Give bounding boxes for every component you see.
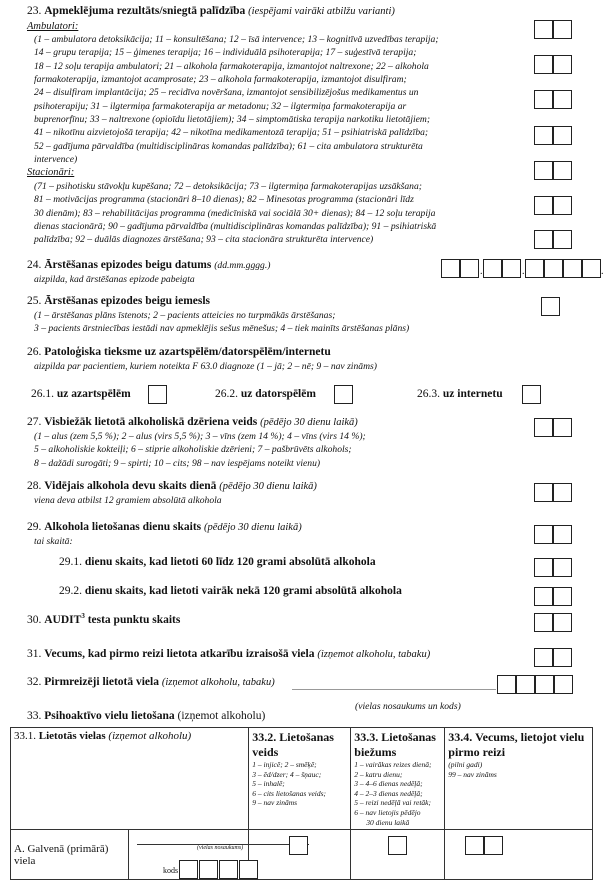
col4-legend-line: 99 – nav zināms (448, 769, 497, 779)
stacionari-label: Stacionāri: (27, 167, 75, 178)
substance-table (10, 727, 593, 880)
s26-1-label: 26.1. uz azartspēlēm (31, 388, 131, 400)
s24-date-box[interactable] (502, 259, 521, 278)
col2-legend-line: 9 – nav zināms (252, 798, 298, 808)
s26-2-box[interactable] (334, 385, 353, 404)
s23-code-box[interactable] (534, 20, 553, 39)
ambulatori-option-line: buprenorfīnu; 33 – naltrexone (opioīdu lietotājiem); 34 – simptomātiska terapija narkotiku lietotājiem; (34, 114, 431, 126)
s23-code-box[interactable] (553, 161, 572, 180)
stacionari-option-line: palīdzība; 92 – duālās diagnozes ārstēšana; 93 – cita stacionāra strukturēta intervence) (34, 234, 374, 246)
stacionari-option-line: 30 dienām); 83 – rehabilitācijas programma (medicīniskā vai sociālā 30+ dienas); 84 – 12 soļu terapija (34, 207, 436, 219)
s32-heading: 32. Pirmreizēji lietotā viela (izņemot alkoholu, tabaku) (27, 676, 275, 688)
stacionari-option-line: 81 – motivācijas programma (stacionāri 8–10 dienas); 82 – Minesotas programma (stacionāri līdz (34, 194, 414, 206)
s23-code-box[interactable] (534, 90, 553, 109)
s32-code-box[interactable] (497, 675, 516, 694)
ambulatori-label: Ambulatori: (27, 21, 79, 32)
s25-options: (1 – ārstēšanas plāns īstenots; 2 – pacients atteicies no turpmākās ārstēšanas; (34, 310, 336, 321)
s29-box[interactable] (534, 525, 553, 544)
s23-code-box[interactable] (553, 90, 572, 109)
row-a-age-box[interactable] (465, 836, 484, 855)
s29-1-label: 29.1. dienu skaits, kad lietoti 60 līdz 120 grami absolūtā alkohola (59, 556, 376, 568)
kods-box[interactable] (179, 860, 198, 879)
s26-2-label: 26.2. uz datorspēlēm (215, 388, 316, 400)
col-33-3-header: 33.3. Lietošanas biežums 1 – vairākas reizes dienā; 2 – katru dienu; 3 – 4–6 dienas nedēļā; 4 – 2–3 dienas nedēļā; 5 – reizi nedēļā vai retāk; 6 – nav lietojis pēdējo 30 dienu laikā (351, 728, 445, 830)
row-a-frequency-box[interactable] (388, 836, 407, 855)
s23-code-box[interactable] (534, 55, 553, 74)
col3-legend-line: 2 – katru dienu; (354, 769, 403, 779)
col2-legend-line: 5 – inhalē; (252, 779, 285, 789)
s29-2-box[interactable] (553, 587, 572, 606)
s32-code-box[interactable] (554, 675, 573, 694)
col3-legend-line: 1 – vairākas reizes dienā; (354, 760, 432, 769)
s27-options: 8 – dažādi surogāti; 9 – spirti; 10 – cits; 98 – nav iespējams noteikt vienu) (34, 458, 321, 469)
kods-label: kods (163, 866, 179, 876)
s23-code-box[interactable] (534, 196, 553, 215)
s32-name-line[interactable] (292, 689, 496, 690)
col-33-2-header: 33.2. Lietošanas veids 1 – injicē; 2 – smēķē; 3 – ēd/dzer; 4 – šņauc; 5 – inhalē; 6 – cits lietošanas veids; 9 – nav zināms (249, 728, 351, 830)
s31-box[interactable] (553, 648, 572, 667)
substance-name-caption: (vielas nosaukums) (197, 845, 244, 852)
s23-code-box[interactable] (553, 20, 572, 39)
s27-heading: 27. Visbiežāk lietotā alkoholiskā dzēriena veids (pēdējo 30 dienu laikā) (27, 416, 358, 428)
s26-3-box[interactable] (522, 385, 541, 404)
row-a-label: A. Galvenā (primārā) viela (11, 830, 129, 880)
col2-legend-line: 3 – ēd/dzer; 4 – šņauc; (252, 769, 322, 779)
s23-code-box[interactable] (534, 126, 553, 145)
s23-code-box[interactable] (553, 230, 572, 249)
s25-box[interactable] (541, 297, 560, 316)
s28-sub: viena deva atbilst 12 gramiem absolūtā alkohola (34, 495, 222, 506)
s27-options: (1 – alus (zem 5,5 %); 2 – alus (virs 5,5 %); 3 – vīns (zem 14 %); 4 – vīns (virs 14 %); (34, 431, 366, 442)
row-a-method (249, 830, 351, 880)
col-33-4-header: 33.4. Vecums, lietojot vielu pirmo reizi (pilni gadi) 99 – nav zināms (445, 728, 593, 830)
ambulatori-option-line: 14 – grupu terapija; 15 – ģimenes terapija; 16 – individuālā psihoterapija; 17 – suģestīvā terapija; (34, 47, 417, 59)
s24-date-box[interactable] (544, 259, 563, 278)
s26-1-box[interactable] (148, 385, 167, 404)
s32-code-box[interactable] (535, 675, 554, 694)
date-separator: . (601, 266, 604, 277)
s29-2-label: 29.2. dienu skaits, kad lietoti vairāk nekā 120 grami absolūtā alkohola (59, 585, 402, 597)
s29-1-box[interactable] (534, 558, 553, 577)
kods-box[interactable] (219, 860, 238, 879)
s31-box[interactable] (534, 648, 553, 667)
s26-sub: aizpilda par pacientiem, kuriem noteikta F 63.0 diagnoze (1 – jā; 2 – nē; 9 – nav zināms) (34, 361, 377, 372)
date-separator: . (480, 266, 483, 277)
s26-heading: 26. Patoloģiska tieksme uz azartspēlēm/datorspēlēm/internetu (27, 346, 331, 358)
s32-code-box[interactable] (516, 675, 535, 694)
s24-date-box[interactable] (483, 259, 502, 278)
s29-1-box[interactable] (553, 558, 572, 577)
s30-box[interactable] (553, 613, 572, 632)
ambulatori-option-line: 18 – 12 soļu terapija ambulatori; 21 – alkohola farmakoterapija, izmantojot naltrexone; 22 – alkohola (34, 60, 429, 72)
s24-date-box[interactable] (460, 259, 479, 278)
col2-legend-line: 6 – cits lietošanas veids; (252, 788, 327, 798)
date-separator: . (522, 266, 525, 277)
row-a-age (445, 830, 593, 880)
s23-code-box[interactable] (534, 161, 553, 180)
col3-legend-line: 5 – reizi nedēļā vai retāk; (354, 798, 432, 808)
s25-heading: 25. Ārstēšanas epizodes beigu iemesls (27, 295, 211, 307)
kods-box[interactable] (199, 860, 218, 879)
s23-heading: 23. Apmeklējuma rezultāts/sniegtā palīdzība (iespējami vairāki atbilžu varianti) (27, 5, 395, 17)
s25-options: 3 – pacients ārstniecības iestādi nav apmeklējis sešus mēnešus; 4 – tiek mainīts ārstēšanas plāns) (34, 323, 410, 334)
s24-date-box[interactable] (525, 259, 544, 278)
s23-code-box[interactable] (553, 126, 572, 145)
s31-heading: 31. Vecums, kad pirmo reizi lietota atkarību izraisošā viela (izņemot alkoholu, tabaku) (27, 648, 431, 660)
s24-sub: aizpilda, kad ārstēšanas epizode pabeigta (34, 274, 195, 285)
col3-legend-line: 6 – nav lietojis pēdējo (354, 807, 421, 817)
col4-legend-line: (pilni gadi) (448, 760, 483, 769)
s29-2-box[interactable] (534, 587, 553, 606)
stacionari-option-line: dienas stacionārā; 90 – gadījuma pārvaldība (multidisciplināras komandas palīdzība); 91 – psihiatriskā (34, 220, 437, 232)
s27-box[interactable] (534, 418, 553, 437)
s30-box[interactable] (534, 613, 553, 632)
s28-box[interactable] (534, 483, 553, 502)
ambulatori-option-line: 41 – nikotīnu aizvietojošā terapija; 42 – nikotīna medikamentozā terapija; 51 – psihiatriskā palīdzība; (34, 127, 429, 139)
stacionari-option-line: (71 – psihotisku stāvokļu kupēšana; 72 – detoksikācija; 73 – ilgtermiņa farmakoterapijas uzsākšana; (34, 181, 422, 192)
s26-3-label: 26.3. uz internetu (417, 388, 503, 400)
ambulatori-option-line: (1 – ambulatora detoksikācija; 11 – konsultēšana; 12 – īsā intervence; 13 – kognitīvā uzvedības terapija; (34, 34, 439, 45)
s32-caption: (vielas nosaukums un kods) (355, 701, 461, 712)
s27-box[interactable] (553, 418, 572, 437)
ambulatori-option-line: farmakoterapija, izmantojot acamprosate; 23 – alkohola farmakoterapija, izmantojot disulfiram; (34, 74, 407, 86)
row-a-frequency (351, 830, 445, 880)
col3-legend-line: 4 – 2–3 dienas nedēļā; (354, 788, 423, 798)
s30-heading: 30. AUDIT$^3$ testa punktu skaits (27, 612, 181, 626)
col3-legend-line: 30 dienu laikā (366, 817, 410, 827)
col-33-1-header: 33.1. Lietotās vielas (izņemot alkoholu) (11, 728, 249, 830)
ambulatori-option-line: psihoterapiju; 31 – ilgtermiņa farmakoterapija ar metadonu; 32 – ilgtermiņa farmakoterapija ar (34, 100, 407, 112)
s24-date-box[interactable] (563, 259, 582, 278)
s29-sub: tai skaitā: (34, 536, 73, 547)
s24-date-box[interactable] (582, 259, 601, 278)
s24-heading: 24. Ārstēšanas epizodes beigu datums (dd.mm.gggg.) (27, 259, 271, 271)
s27-options: 5 – alkoholiskie kokteiļi; 6 – stiprie alkoholiskie dzērieni; 7 – pašbrūvēts alkohols; (34, 444, 352, 455)
s29-heading: 29. Alkohola lietošanas dienu skaits (pēdējo 30 dienu laikā) (27, 521, 302, 533)
s28-box[interactable] (553, 483, 572, 502)
s29-box[interactable] (553, 525, 572, 544)
s23-code-box[interactable] (534, 230, 553, 249)
row-a-substance (129, 830, 249, 880)
s24-date-box[interactable] (441, 259, 460, 278)
ambulatori-option-line: 24 – disulfiram implantācija; 25 – recidīva novēršana, izmantojot sensibilizējošus medikamentus un (34, 87, 419, 99)
ambulatori-option-line: 52 – gadījuma pārvaldība (multidisciplināras komandas palīdzība); 61 – cita ambulatora strukturēta (34, 140, 423, 152)
row-a-method-box[interactable] (289, 836, 308, 855)
s33-heading: 33. Psihoaktīvo vielu lietošana (izņemot alkoholu) (27, 710, 266, 722)
s28-heading: 28. Vidējais alkohola devu skaits dienā (pēdējo 30 dienu laikā) (27, 480, 317, 492)
s23-code-box[interactable] (553, 196, 572, 215)
col2-legend-line: 1 – injicē; 2 – smēķē; (252, 760, 317, 769)
col3-legend-line: 3 – 4–6 dienas nedēļā; (354, 779, 423, 789)
s23-code-box[interactable] (553, 55, 572, 74)
row-a-age-box[interactable] (484, 836, 503, 855)
ambulatori-option-line: intervence) (34, 154, 78, 166)
